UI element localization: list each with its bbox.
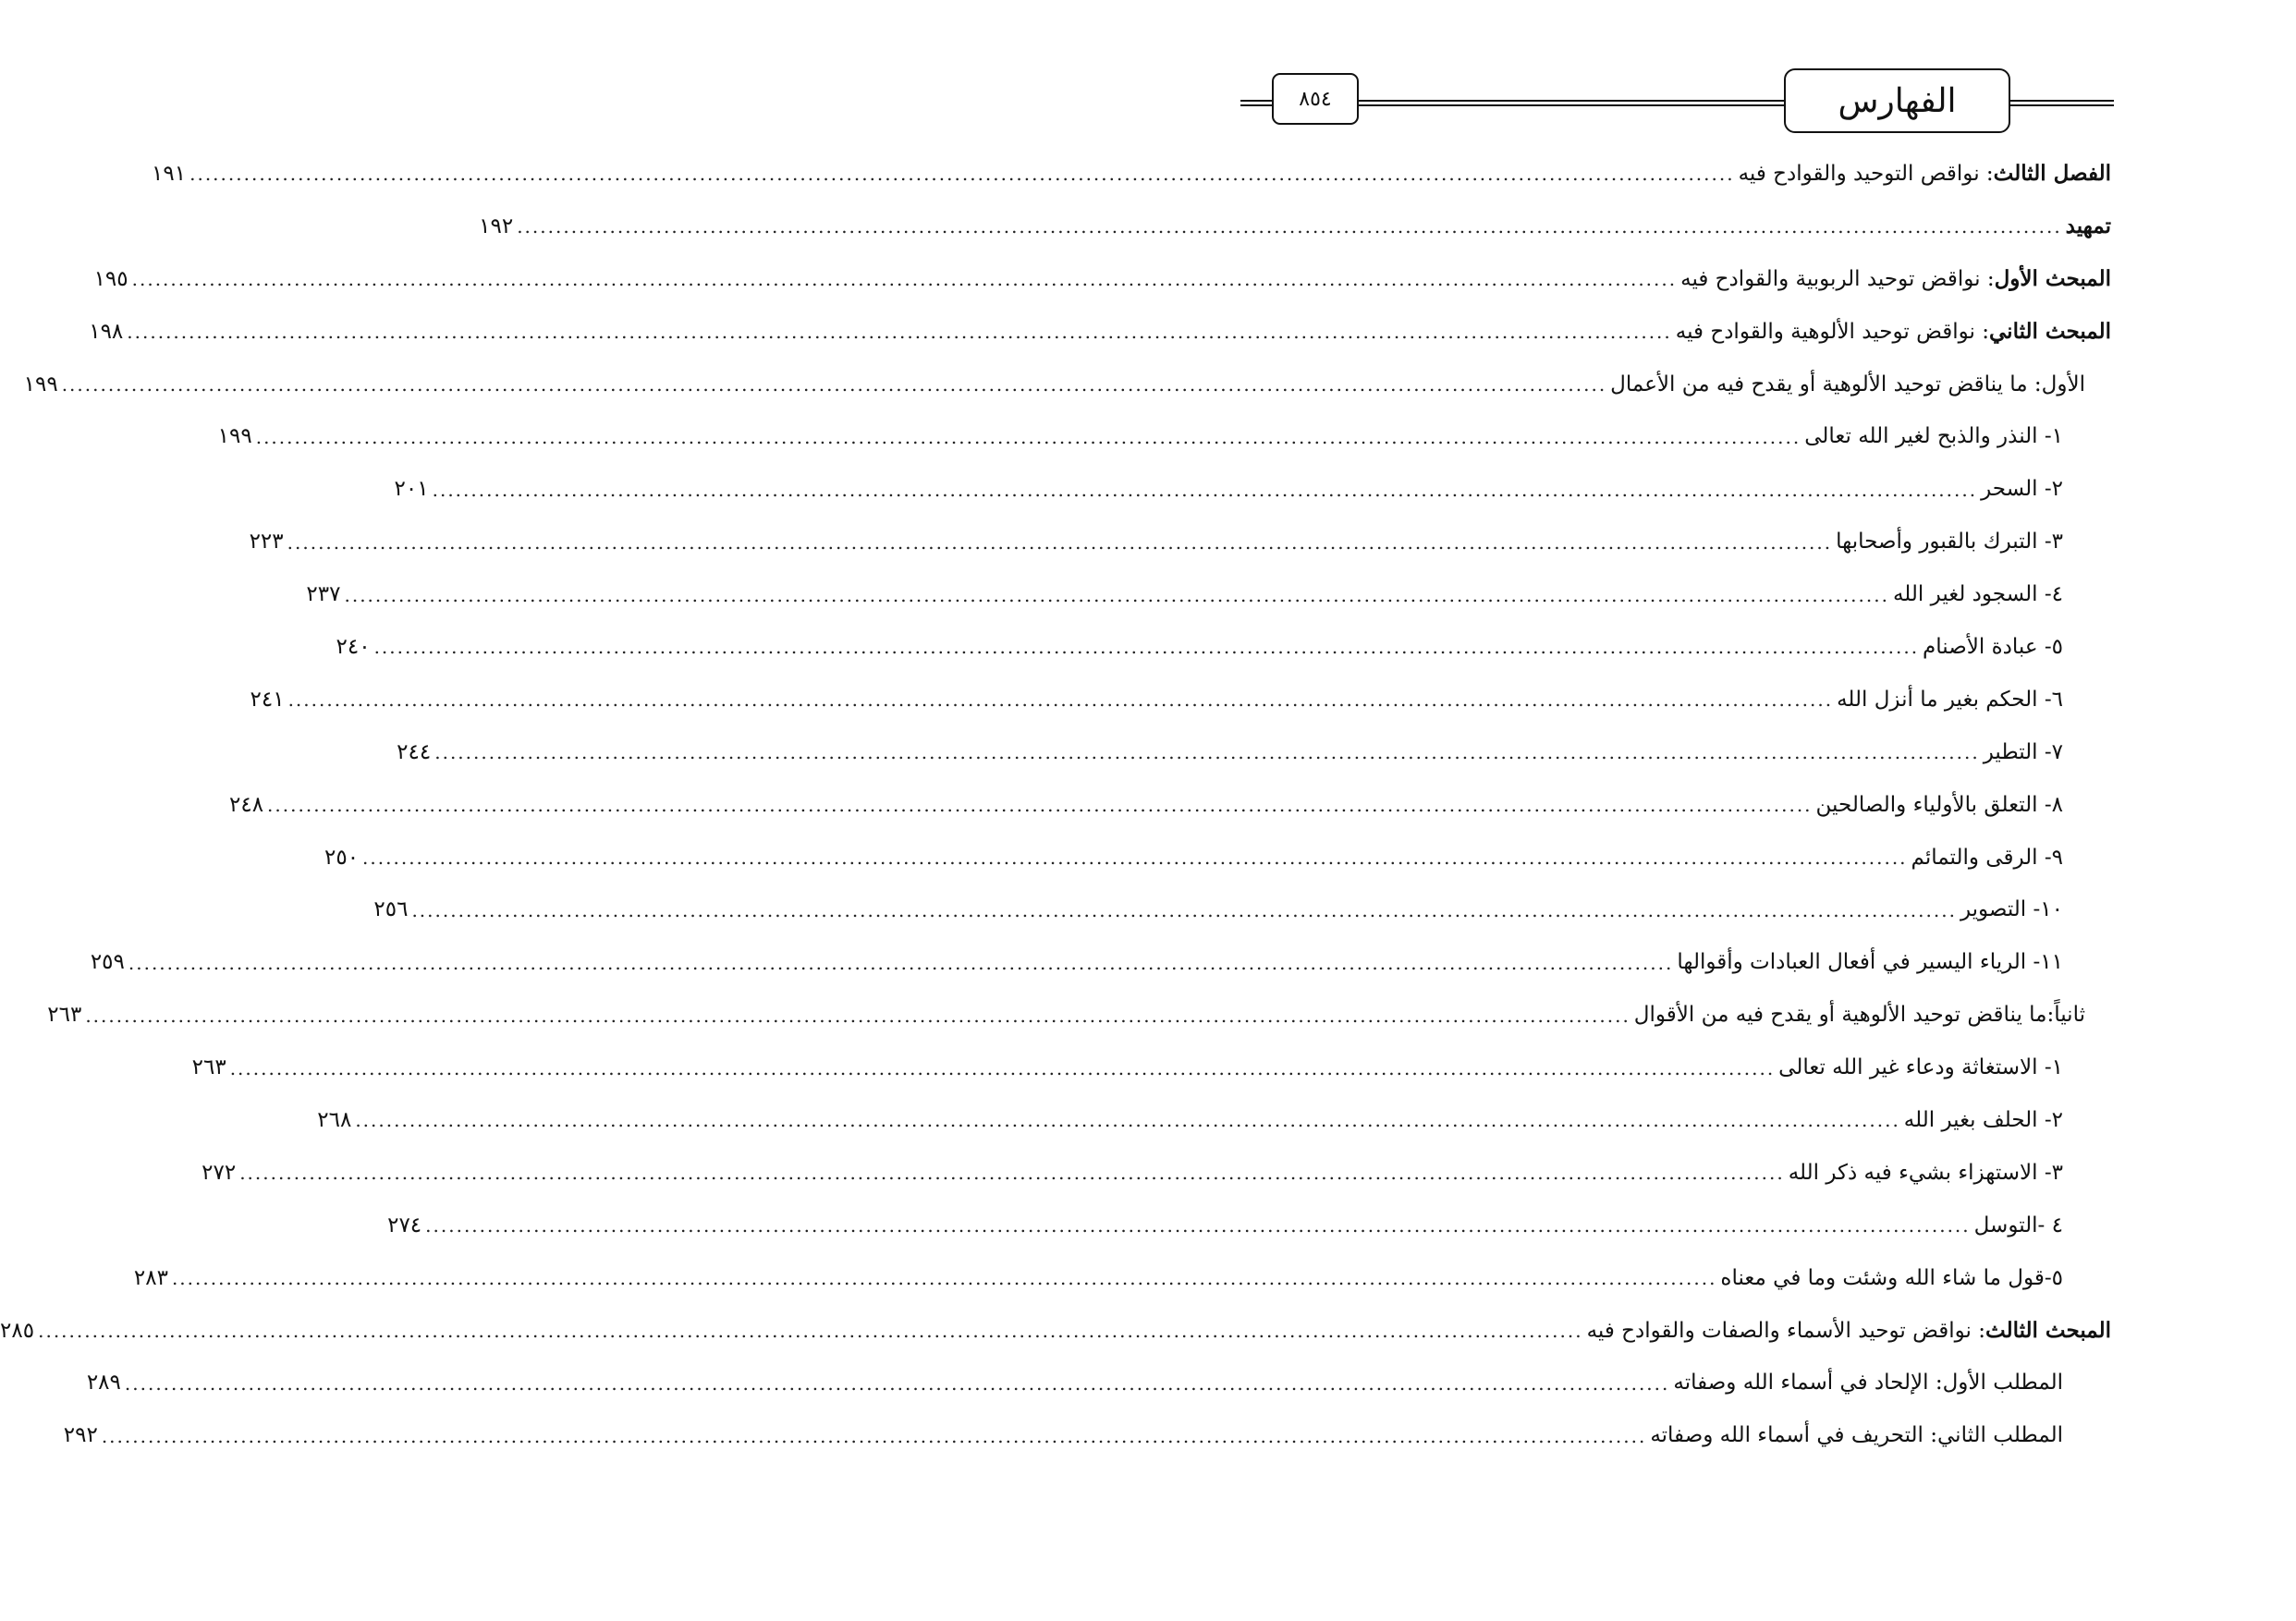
toc-entry (373, 884, 2111, 936)
toc-page-number: ١٩٩ (23, 372, 58, 396)
toc-entry (47, 989, 2111, 1042)
toc-leader-dots: ........................................................................................................................................................................................................ (255, 425, 1801, 448)
toc-leader-dots: ........................................................................................................................................................................................................ (432, 478, 1978, 501)
toc-entry-text: ٧- التطير (1983, 739, 2063, 764)
toc-entry (397, 726, 2111, 779)
toc-entry-label (1739, 163, 2111, 185)
toc-entry (479, 201, 2111, 253)
toc-entry-label (1903, 1107, 2063, 1132)
toc-entry (387, 1200, 2111, 1252)
toc-entry-text: ٨- التعلق بالأولياء والصالحين (1815, 792, 2063, 817)
toc-entry-label (1677, 952, 2063, 973)
toc-page-number: ٢٥٩ (90, 950, 125, 975)
toc-entry-text: : نواقض توحيد الألوهية والقوادح فيه (1675, 320, 1989, 345)
toc-entry-text: المطلب الأول: الإلحاد في أسماء الله وصفاته (1673, 1371, 2063, 1396)
toc-entry-text: ٤- السجود لغير الله (1892, 582, 2063, 607)
toc-entry (89, 306, 2111, 359)
toc-entry-text: ١- الاستغاثة ودعاء غير الله تعالى (1778, 1055, 2063, 1080)
toc-page-number: ٢٩٢ (63, 1423, 98, 1448)
toc-page-number: ١٩٥ (93, 266, 128, 291)
toc-entry-label (1650, 1425, 2063, 1446)
toc-leader-dots: ........................................................................................................................................................................................................ (373, 636, 1920, 659)
toc-leader-dots: ........................................................................................................................................................................................................ (85, 1004, 1630, 1027)
section-title-box (1784, 68, 2010, 133)
toc-page-number: ٢٣٧ (306, 582, 341, 607)
toc-entry (336, 621, 2111, 674)
toc-entry-text: ١- النذر والذبح لغير الله تعالى (1804, 424, 2063, 449)
toc-entry (306, 568, 2111, 621)
toc-leader-dots: ........................................................................................................................................................................................................ (425, 1214, 1971, 1237)
toc-leader-dots: ........................................................................................................................................................................................................ (434, 741, 1980, 764)
toc-entry (317, 1094, 2111, 1147)
toc-entry-label (1983, 739, 2063, 764)
toc-page-number: ١٩٩ (217, 424, 252, 449)
toc-page-number: ٢٤٤ (397, 739, 432, 764)
toc-leader-dots: ........................................................................................................................................................................................................ (362, 847, 1908, 870)
toc-entry-label (1960, 899, 2063, 920)
toc-entry-text: ٢- السحر (1981, 477, 2063, 502)
toc-entry (202, 1147, 2111, 1200)
toc-entry-label (1893, 584, 2063, 605)
toc-page-number: ٢٤٠ (336, 634, 371, 659)
toc-page-number: ١٩٨ (89, 319, 124, 344)
toc-page-number: ٢٥٠ (324, 845, 360, 870)
toc-leader-dots: ........................................................................................................................................................................................................ (189, 163, 1735, 186)
toc-page-number: ٢٧٤ (387, 1213, 422, 1237)
toc-page-number: ٢٨٥ (0, 1318, 35, 1343)
toc-entry-label (1587, 1320, 2111, 1342)
page-header (1150, 0, 2296, 148)
toc-page-number: ٢٥٦ (373, 897, 409, 922)
toc-entry-text: ٣- الاستهزاء بشيء فيه ذكر الله (1788, 1160, 2063, 1185)
toc-entry (86, 1357, 2111, 1409)
toc-page-number: ٢٨٣ (133, 1265, 168, 1290)
toc-entry-text: ٢- الحلف بغير الله (1903, 1107, 2063, 1132)
header-rule-right (2010, 100, 2114, 106)
toc-entry-text: ٩- الرقى والتمائم (1911, 845, 2063, 870)
toc-entry-label (1788, 1160, 2063, 1185)
section-title: الفهارس (1838, 81, 1957, 120)
toc-leader-dots: ........................................................................................................................................................................................................ (517, 215, 2062, 238)
toc-entry-text: ٣- التبرك بالقبور وأصحابها (1836, 530, 2063, 555)
toc-leader-dots: ........................................................................................................................................................................................................ (267, 794, 1813, 817)
toc-entry-text: : نواقض توحيد الربوبية والقوادح فيه (1680, 267, 1995, 292)
toc-page-number: ٢٠١ (394, 477, 429, 502)
toc-entry (250, 674, 2111, 726)
page-number: ٨٥٤ (1299, 87, 1332, 111)
toc-entry-text: المطلب الثاني: التحريف في أسماء الله وصفاته (1650, 1423, 2063, 1448)
toc-page-number: ٢٧٢ (202, 1160, 237, 1185)
table-of-contents (0, 148, 2111, 1462)
toc-leader-dots: ........................................................................................................................................................................................................ (61, 373, 1607, 396)
toc-leader-dots: ........................................................................................................................................................................................................ (38, 1320, 1583, 1343)
toc-entry-label (1804, 426, 2063, 447)
toc-entry-heading: المبحث الأول (1994, 266, 2111, 292)
toc-page-number: ١٩١ (152, 161, 187, 186)
toc-entry-text: : نواقص التوحيد والقوادح فيه (1738, 162, 1994, 187)
toc-entry (0, 1305, 2111, 1358)
toc-page-number: ٢٤١ (250, 687, 285, 712)
toc-entry-text: ١٠- التصوير (1960, 897, 2063, 922)
toc-entry-label (1981, 479, 2063, 500)
toc-entry-label (1610, 374, 2085, 396)
toc-entry-text: ٥- عبادة الأصنام (1923, 634, 2063, 659)
toc-leader-dots: ........................................................................................................................................................................................................ (411, 898, 1957, 921)
toc-entry-label (2066, 215, 2111, 238)
page-number-box (1272, 73, 1359, 125)
toc-entry (324, 832, 2111, 884)
toc-entry (133, 1252, 2111, 1305)
toc-entry-heading: المبحث الثالث (1985, 1318, 2111, 1344)
toc-entry-label (1680, 268, 2111, 290)
toc-entry-text: الأول: ما يناقض توحيد الألوهية أو يقدح فيه من الأعمال (1610, 372, 2085, 396)
header-rule-middle (1359, 100, 1784, 106)
toc-entry (152, 148, 2111, 201)
toc-entry (93, 253, 2111, 306)
toc-entry (228, 779, 2111, 832)
toc-page-number: ٢٨٩ (86, 1371, 121, 1396)
toc-entry-text: ٤ -التوسل (1973, 1213, 2063, 1237)
toc-entry-label (1720, 1265, 2063, 1290)
toc-page-number: ١٩٢ (479, 213, 514, 238)
toc-entry-heading: تمهيد (2065, 213, 2111, 239)
toc-leader-dots: ........................................................................................................................................................................................................ (344, 583, 1889, 606)
toc-leader-dots: ........................................................................................................................................................................................................ (124, 1371, 1670, 1395)
toc-entry-label (1837, 689, 2063, 711)
toc-entry (191, 1042, 2111, 1094)
header-rule-left (1240, 100, 1272, 106)
toc-entry-label (1836, 531, 2063, 553)
toc-entry (63, 1409, 2111, 1462)
toc-entry-heading: الفصل الثالث (1993, 161, 2111, 187)
toc-entry-text: ١١- الرياء اليسير في أفعال العبادات وأقوالها (1677, 950, 2063, 975)
toc-entry (23, 359, 2111, 411)
toc-entry-label (1676, 321, 2111, 343)
toc-entry-heading: المبحث الثاني (1989, 319, 2111, 345)
toc-entry-label (1815, 792, 2063, 817)
toc-entry (90, 936, 2111, 989)
toc-entry-label (1778, 1057, 2063, 1079)
toc-entry-label (1974, 1215, 2063, 1237)
toc-entry-text: ثانياً:ما يناقض توحيد الألوهية أو يقدح فيه من الأقوال (1633, 1003, 2085, 1028)
toc-leader-dots: ........................................................................................................................................................................................................ (171, 1267, 1717, 1290)
toc-leader-dots: ........................................................................................................................................................................................................ (128, 951, 1674, 974)
toc-entry-label (1673, 1372, 2063, 1394)
toc-entry-text: ٦- الحكم بغير ما أنزل الله (1837, 687, 2063, 712)
toc-leader-dots: ........................................................................................................................................................................................................ (287, 530, 1833, 554)
toc-entry-text: : نواقض توحيد الأسماء والصفات والقوادح فيه (1586, 1319, 1985, 1344)
toc-entry (249, 516, 2111, 568)
toc-leader-dots: ........................................................................................................................................................................................................ (287, 689, 1834, 712)
toc-entry-text: ٥-قول ما شاء الله وشئت وما في معناه (1720, 1265, 2063, 1290)
toc-leader-dots: ........................................................................................................................................................................................................ (239, 1162, 1785, 1185)
toc-entry (217, 410, 2111, 463)
toc-entry (394, 463, 2111, 516)
toc-leader-dots: ........................................................................................................................................................................................................ (229, 1056, 1776, 1079)
toc-entry-label (1911, 847, 2063, 869)
toc-entry-label (1634, 1005, 2085, 1026)
toc-page-number: ٢٦٣ (47, 1003, 82, 1028)
toc-page-number: ٢٤٨ (228, 792, 264, 817)
toc-entry-label (1923, 634, 2063, 659)
toc-page-number: ٢٦٨ (317, 1107, 352, 1132)
toc-page-number: ٢٢٣ (249, 530, 284, 555)
toc-leader-dots: ........................................................................................................................................................................................................ (131, 268, 1678, 291)
toc-leader-dots: ........................................................................................................................................................................................................ (355, 1109, 1900, 1132)
toc-leader-dots: ........................................................................................................................................................................................................ (127, 321, 1672, 344)
toc-leader-dots: ........................................................................................................................................................................................................ (101, 1424, 1647, 1447)
toc-page-number: ٢٦٣ (191, 1055, 226, 1080)
